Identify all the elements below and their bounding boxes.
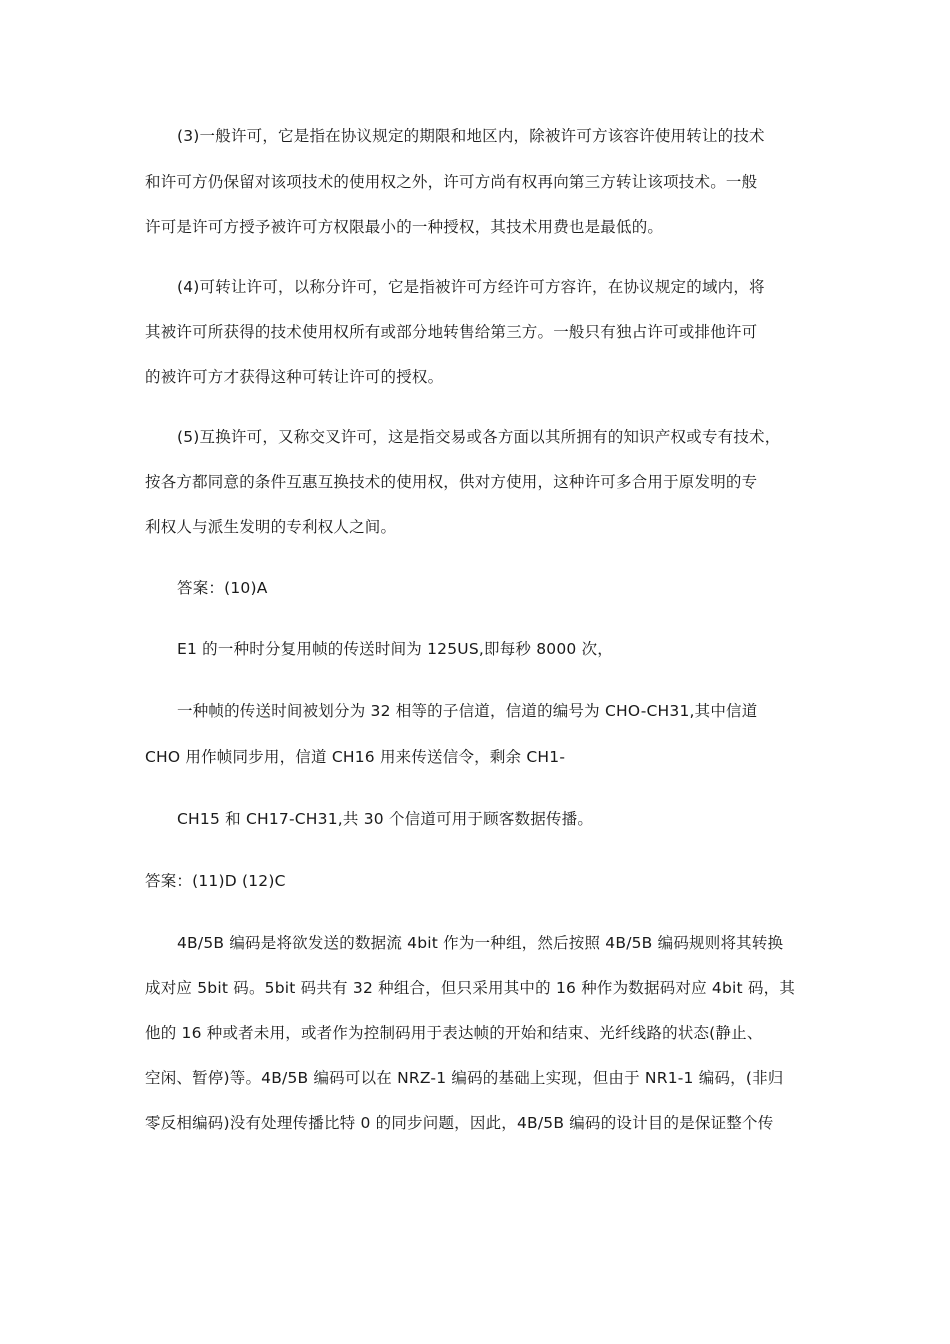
answer-line: 答案：(10)A	[177, 579, 268, 597]
paragraph-line: 成对应 5bit 码。5bit 码共有 32 种组合，但只采用其中的 16 种作为数据码对应 4bit 码，其	[145, 979, 796, 997]
paragraph-line: CHO 用作帧同步用，信道 CH16 用来传送信令，剩余 CH1-	[145, 748, 566, 766]
paragraph-line: 的被许可方才获得这种可转让许可的授权。	[145, 368, 444, 386]
paragraph-line: 零反相编码)没有处理传播比特 0 的同步问题，因此，4B/5B 编码的设计目的是保证整个传	[145, 1114, 774, 1132]
paragraph-line: CH15 和 CH17-CH31,共 30 个信道可用于顾客数据传播。	[177, 810, 594, 828]
paragraph-line: 他的 16 种或者未用，或者作为控制码用于表达帧的开始和结束、光纤线路的状态(静止、	[145, 1024, 763, 1042]
paragraph-line: 空闲、暂停)等。4B/5B 编码可以在 NRZ-1 编码的基础上实现，但由于 NR1-1 编码，(非归	[145, 1069, 784, 1087]
paragraph-line: 和许可方仍保留对该项技术的使用权之外，许可方尚有权再向第三方转让该项技术。一般	[145, 173, 758, 191]
paragraph-line: 许可是许可方授予被许可方权限最小的一种授权，其技术用费也是最低的。	[145, 218, 664, 236]
paragraph-line: 利权人与派生发明的专利权人之间。	[145, 518, 397, 536]
paragraph-line: (4)可转让许可，以称分许可，它是指被许可方经许可方容许，在协议规定的域内，将	[177, 278, 765, 296]
paragraph-line: 4B/5B 编码是将欲发送的数据流 4bit 作为一种组，然后按照 4B/5B 编码规则将其转换	[177, 934, 784, 952]
paragraph-line: E1 的一种时分复用帧的传送时间为 125US,即每秒 8000 次，	[177, 640, 614, 658]
answer-line: 答案：(11)D (12)C	[145, 872, 286, 890]
paragraph-line: (3)一般许可，它是指在协议规定的期限和地区内，除被许可方该容许使用转让的技术	[177, 127, 765, 145]
paragraph-line: (5)互换许可，又称交叉许可，这是指交易或各方面以其所拥有的知识产权或专有技术，	[177, 428, 781, 446]
paragraph-line: 一种帧的传送时间被划分为 32 相等的子信道，信道的编号为 CHO-CH31,其中信道	[177, 702, 758, 720]
paragraph-line: 其被许可所获得的技术使用权所有或部分地转售给第三方。一般只有独占许可或排他许可	[145, 323, 758, 341]
paragraph-line: 按各方都同意的条件互惠互换技术的使用权，供对方使用，这种许可多合用于原发明的专	[145, 473, 758, 491]
